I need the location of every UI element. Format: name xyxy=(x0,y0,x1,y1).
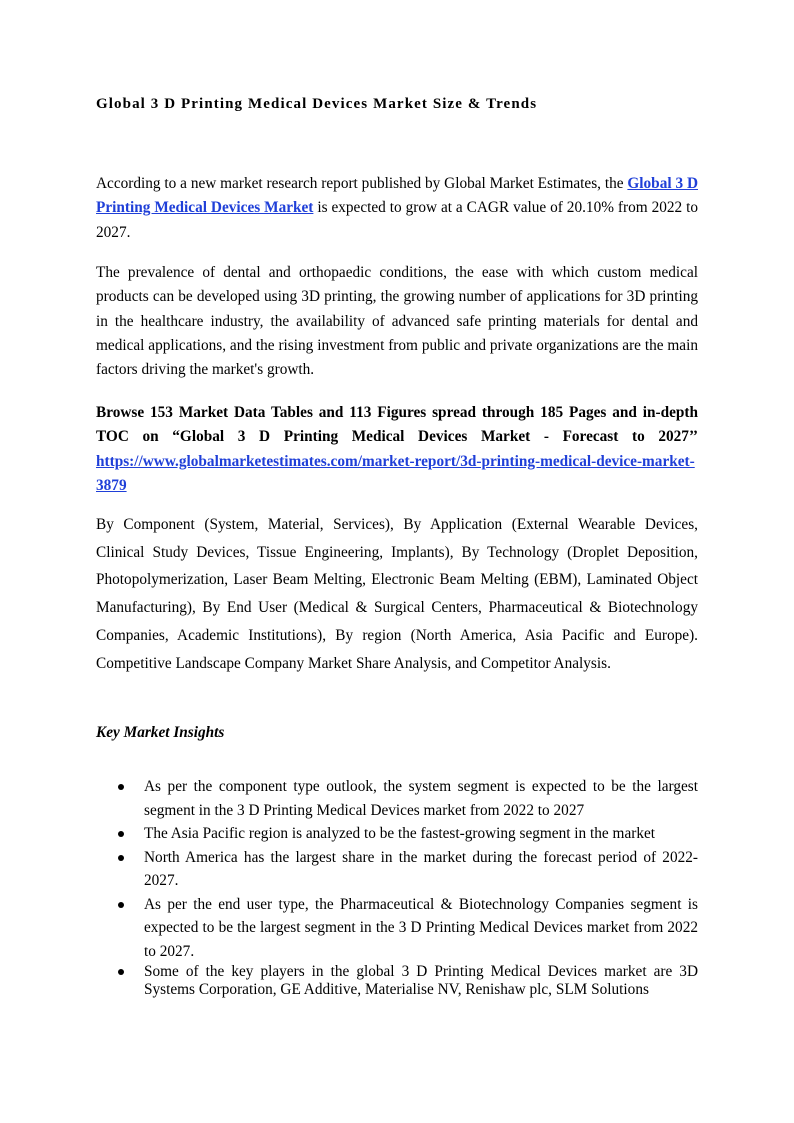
browse-text: Browse 153 Market Data Tables and 113 Figures spread through 185 Pages and in-depth TOC on “Global 3 D Printing Medical Devices Market - Forecast to 2027’’ xyxy=(96,404,698,446)
list-item-text: Some of the key players in the global 3 D Printing Medical Devices market are 3D Systems Corporation, GE Additive, Materialise NV, Renishaw plc, SLM Solutions xyxy=(144,963,698,998)
list-item-text: As per the component type outlook, the system segment is expected to be the largest segment in the 3 D Printing Medical Devices market from 2022 to 2027 xyxy=(144,778,698,819)
drivers-paragraph: The prevalence of dental and orthopaedic conditions, the ease with which custom medical products can be developed using 3D printing, the growing number of applications for 3D printing in the healthcare industry, the availability of advanced safe printing materials for dental and medical applications, and the rising investment from public and private organizations are the main factors driving the market's growth. xyxy=(96,264,698,379)
segments-paragraph: By Component (System, Material, Services), By Application (External Wearable Devices, Clinical Study Devices, Tissue Engineering, Implants), By Technology (Droplet Deposition, Photopolymerization, Laser Beam Melting, Electronic Beam Melting (EBM), Laminated Object Manufacturing), By End User (Medical & Surgical Centers, Pharmaceutical & Biotechnology Companies, Academic Institutions), By region (North America, Asia Pacific and Europe). Competitive Landscape Company Market Share Analysis, and Competitor Analysis. xyxy=(96,516,698,672)
list-item-text: The Asia Pacific region is analyzed to be the fastest-growing segment in the market xyxy=(144,825,656,842)
list-item xyxy=(96,775,698,822)
bullet-icon xyxy=(118,969,124,975)
list-item xyxy=(96,963,698,999)
bullet-icon xyxy=(118,902,124,908)
list-item xyxy=(96,893,698,964)
intro-paragraph xyxy=(96,172,698,245)
intro-text-after-link: is expected to grow at a CAGR value of 20.10% from 2022 to 2027. xyxy=(96,199,698,241)
list-item xyxy=(96,822,698,846)
key-market-insights-heading: Key Market Insights xyxy=(96,724,225,741)
bullet-icon xyxy=(118,831,124,837)
market-report-link[interactable]: Global 3 D Printing Medical Devices Market xyxy=(96,175,698,217)
bullet-icon xyxy=(118,784,124,790)
intro-text-before-link: According to a new market research report published by Global Market Estimates, the xyxy=(96,175,628,192)
key-insights-list xyxy=(96,775,698,999)
bullet-icon xyxy=(118,855,124,861)
list-item xyxy=(96,846,698,893)
browse-paragraph xyxy=(96,401,698,498)
list-item-text: As per the end user type, the Pharmaceutical & Biotechnology Companies segment is expected to be the largest segment in the 3 D Printing Medical Devices market from 2022 to 2027. xyxy=(144,895,698,960)
page-title: Global 3 D Printing Medical Devices Market Size & Trends xyxy=(96,96,538,112)
list-item-text: North America has the largest share in the market during the forecast period of 2022-2027. xyxy=(144,848,698,889)
report-url-link[interactable]: https://www.globalmarketestimates.com/market-report/3d-printing-medical-device-market-3879 xyxy=(96,452,695,494)
